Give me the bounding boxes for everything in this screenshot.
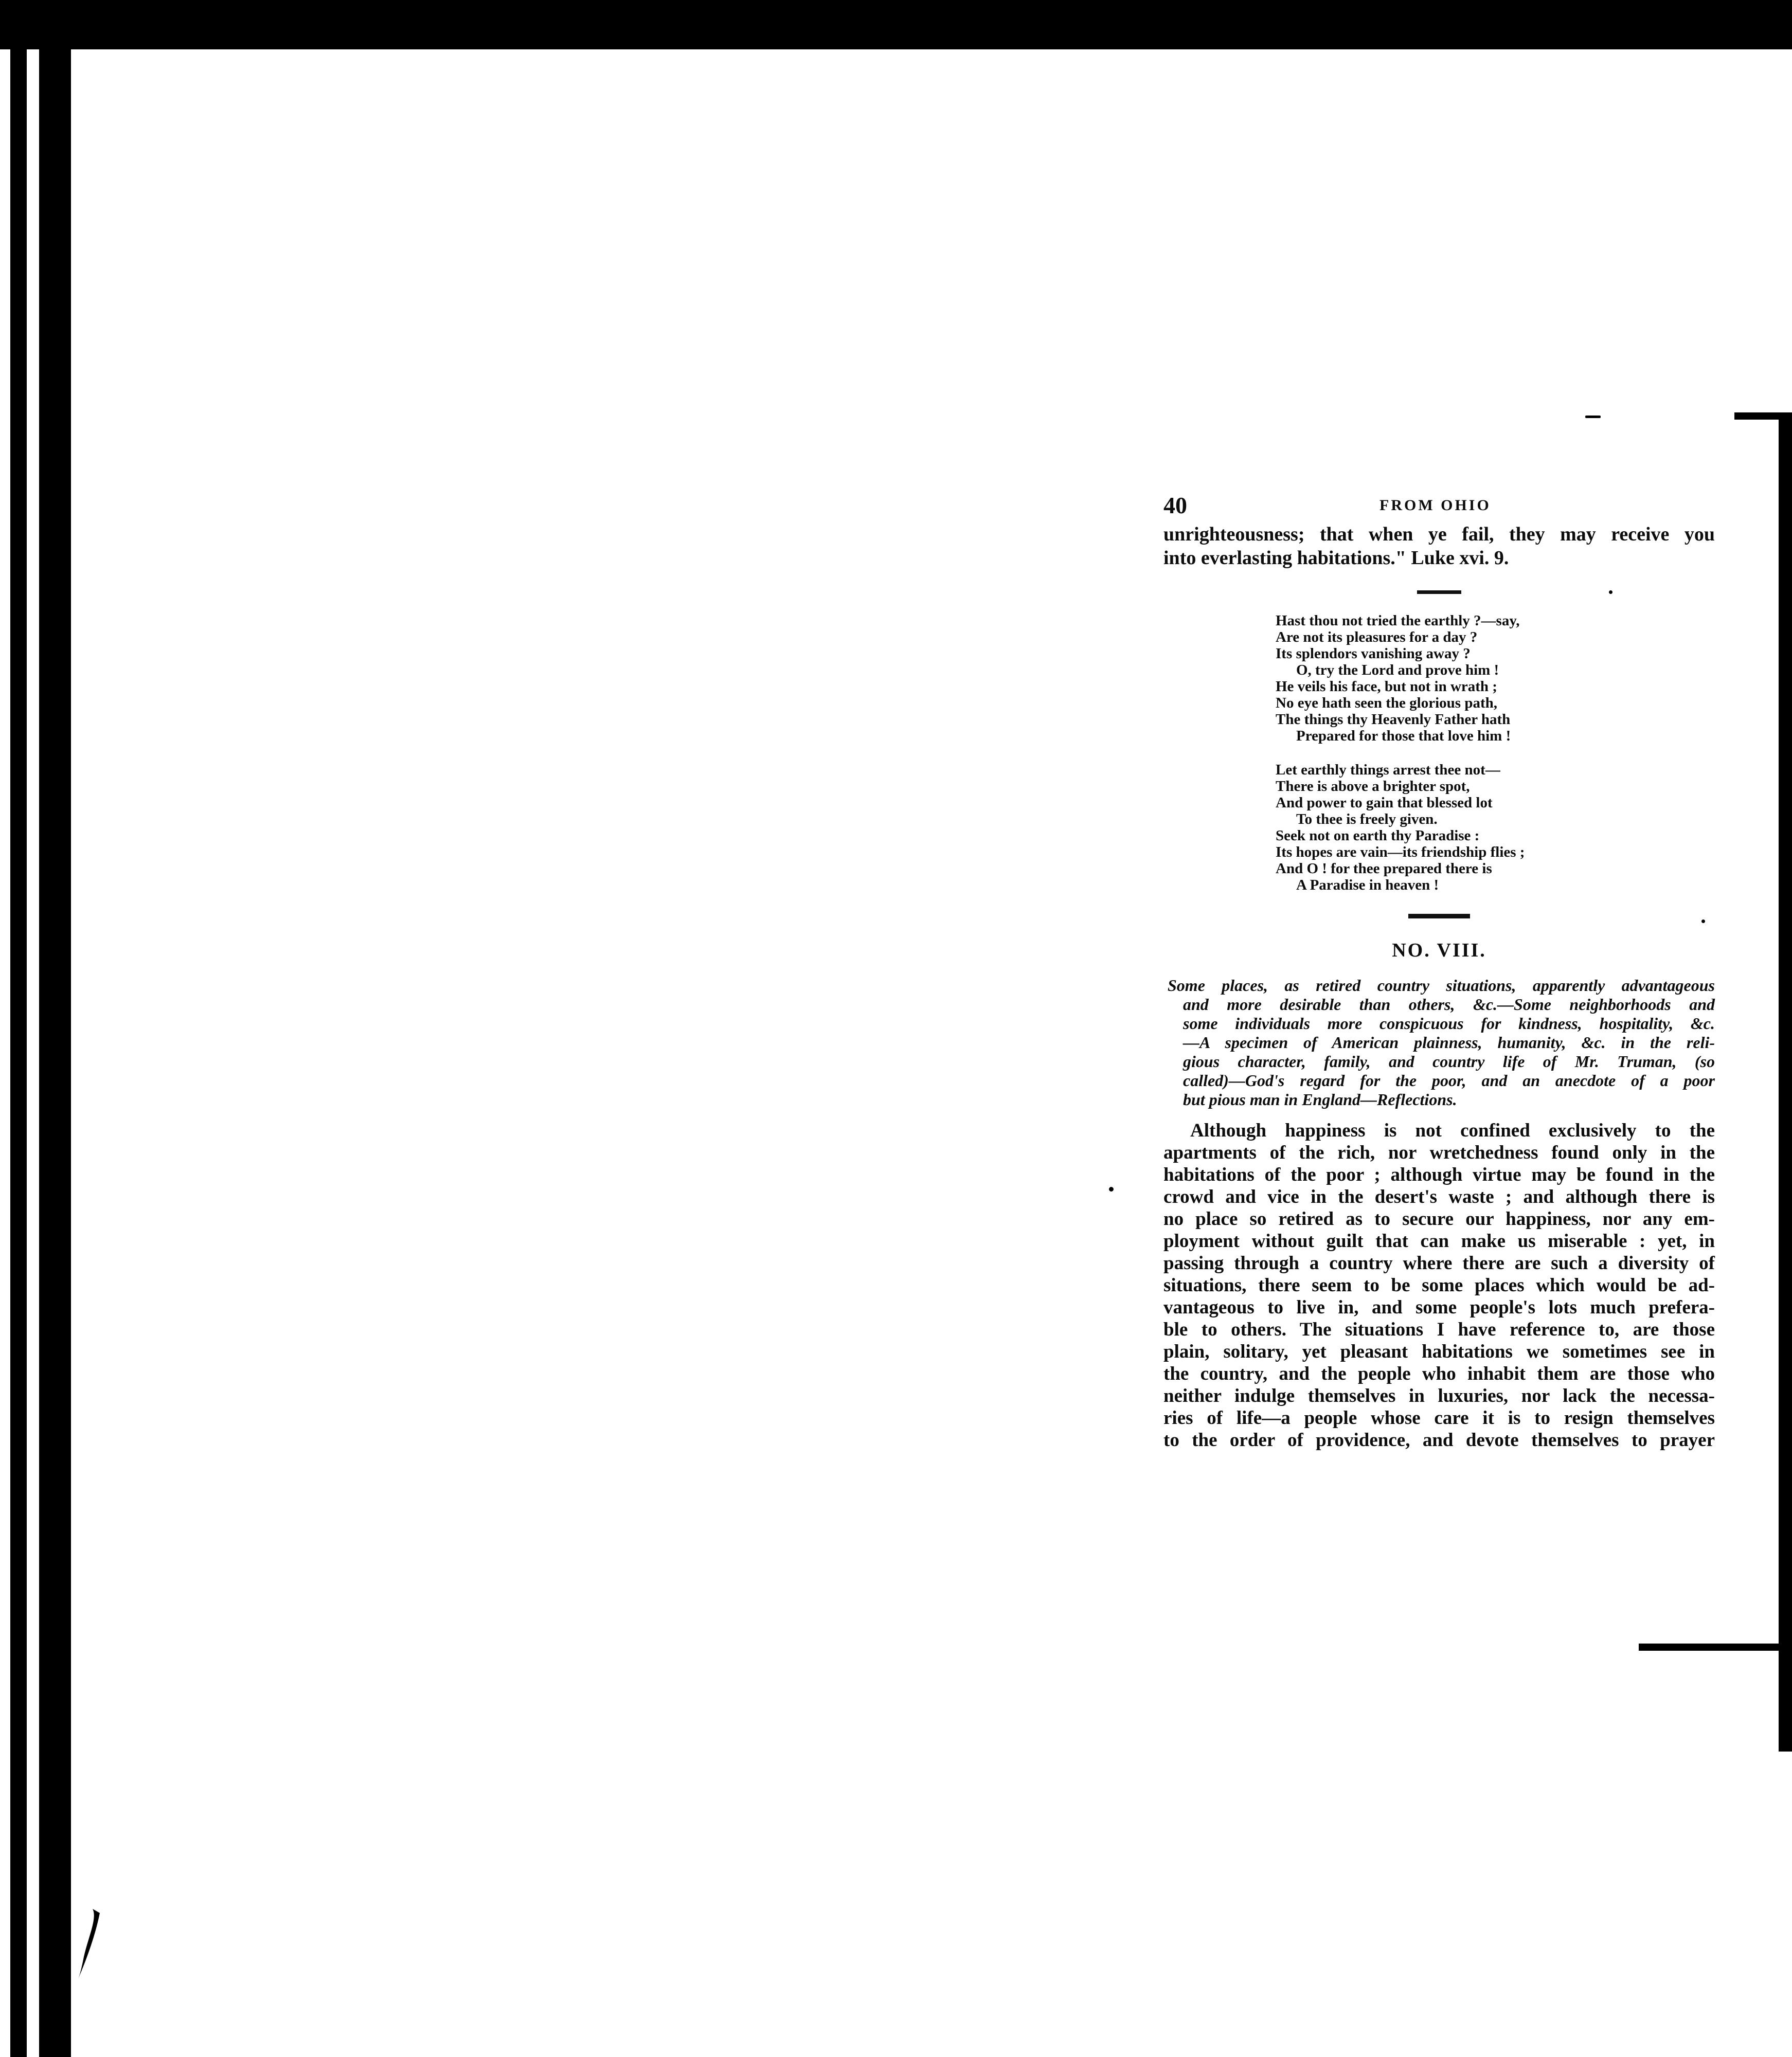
paragraph-line: situations, there seem to be some places which would be ad- — [1163, 1275, 1715, 1296]
poem-line: The things thy Heavenly Father hath — [1276, 711, 1511, 728]
summary-line: gious character, family, and country life of Mr. Truman, (so — [1183, 1052, 1715, 1071]
section-heading: NO. VIII. — [1392, 940, 1486, 961]
paragraph-line: crowd and vice in the desert's waste ; and although there is — [1163, 1186, 1715, 1207]
facing-page-edge — [1779, 414, 1792, 1752]
paragraph-line: habitations of the poor ; although virtue may be found in the — [1163, 1164, 1715, 1185]
stanza-gap — [1276, 744, 1715, 762]
poem-line: And O ! for thee prepared there is — [1276, 860, 1492, 877]
summary-line: some individuals more conspicuous for kindness, hospitality, &c. — [1183, 1014, 1715, 1033]
poem-line: Its splendors vanishing away ? — [1276, 645, 1471, 662]
scan-speck — [1585, 416, 1601, 418]
paragraph-line: vantageous to live in, and some people's lots much prefera- — [1163, 1297, 1715, 1318]
section-rule — [1417, 590, 1461, 594]
text-line: unrighteousness; that when ye fail, they may receive you — [1163, 524, 1715, 545]
scan-speck — [1374, 9, 1381, 14]
poem-line: There is above a brighter spot, — [1276, 778, 1470, 795]
paragraph-line: passing through a country where there are such a diversity of — [1163, 1253, 1715, 1274]
poem-line: To thee is freely given. — [1296, 811, 1438, 827]
poem-line: O, try the Lord and prove him ! — [1296, 662, 1499, 678]
scan-speck — [1109, 1187, 1114, 1192]
poem-line: Seek not on earth thy Paradise : — [1276, 827, 1480, 844]
poem-line: Are not its pleasures for a day ? — [1276, 629, 1478, 645]
running-head — [1163, 492, 1715, 518]
scan-border-gap — [0, 49, 10, 2057]
section-rule — [1408, 914, 1470, 918]
poem-line: Its hopes are vain—its friendship flies ; — [1276, 844, 1525, 860]
paragraph-line: ries of life—a people whose care it is to resign themselves — [1163, 1408, 1715, 1429]
page-number: 40 — [1163, 492, 1187, 518]
summary-line: —A specimen of American plainness, humanity, &c. in the reli- — [1183, 1033, 1715, 1052]
paragraph-line: plain, solitary, yet pleasant habitations we sometimes see in — [1163, 1341, 1715, 1362]
scan-border-gap — [27, 49, 39, 2057]
scan-border-top — [0, 0, 1792, 49]
paragraph-line: ble to others. The situations I have reference to, are those — [1163, 1319, 1715, 1340]
chapter-summary — [1168, 976, 1715, 1109]
poem-line: He veils his face, but not in wrath ; — [1276, 678, 1497, 695]
poem-line: Let earthly things arrest thee not— — [1276, 762, 1500, 778]
poem-line: Hast thou not tried the earthly ?—say, — [1276, 612, 1520, 629]
paragraph-line: apartments of the rich, nor wretchedness found only in the — [1163, 1142, 1715, 1163]
paragraph-line: neither indulge themselves in luxuries, nor lack the necessa- — [1163, 1385, 1715, 1406]
summary-line: but pious man in England—Reflections. — [1183, 1090, 1457, 1109]
book-page — [1163, 492, 1715, 1451]
paragraph-line: Although happiness is not confined exclusively to the — [1190, 1120, 1715, 1141]
facing-page-edge — [1639, 1644, 1792, 1651]
text-line: into everlasting habitations." Luke xvi. 9. — [1163, 547, 1509, 569]
paragraph-line: to the order of providence, and devote themselves to prayer — [1163, 1430, 1715, 1451]
running-title: FROM OHIO — [1379, 497, 1491, 514]
paragraph-line: the country, and the people who inhabit them are those who — [1163, 1363, 1715, 1384]
summary-line: called)—God's regard for the poor, and an anecdote of a poor — [1183, 1071, 1715, 1090]
scan-border-gap — [71, 49, 1792, 51]
poem — [1276, 612, 1715, 893]
summary-line: Some places, as retired country situations, apparently advantageous — [1168, 976, 1715, 995]
body-paragraph — [1163, 1120, 1715, 1451]
ink-stroke-mark — [77, 1908, 101, 1980]
poem-line: And power to gain that blessed lot — [1276, 795, 1493, 811]
summary-line: and more desirable than others, &c.—Some neighborhoods and — [1183, 995, 1715, 1014]
poem-line: A Paradise in heaven ! — [1296, 877, 1439, 893]
poem-line: Prepared for those that love him ! — [1296, 728, 1511, 744]
poem-line: No eye hath seen the glorious path, — [1276, 695, 1497, 711]
paragraph-line: ployment without guilt that can make us miserable : yet, in — [1163, 1231, 1715, 1252]
paragraph-line: no place so retired as to secure our happiness, nor any em- — [1163, 1208, 1715, 1230]
opening-text — [1163, 522, 1715, 570]
